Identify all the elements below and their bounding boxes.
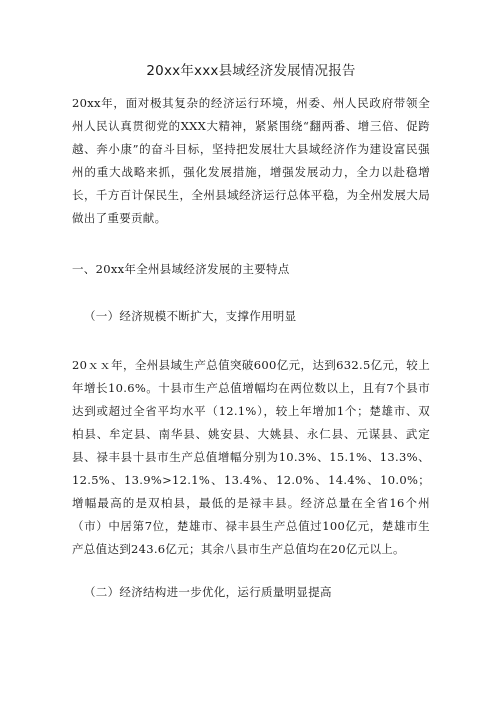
spacer (72, 281, 430, 305)
spacer (72, 230, 430, 258)
subsection-heading: （二）经济结构进一步优化，运行质量明显提高 (84, 585, 332, 599)
document-title: 20xx年xxx县域经济发展情况报告 (146, 63, 356, 79)
spacer (72, 561, 430, 581)
body-paragraph: 20ｘｘ年，全州县域生产总值突破600亿元，达到632.5亿元，较上年增长10.6%。十县市生产总值增幅均在两位数以上，且有7个县市达到或超过全省平均水平（12.1%），较上年增加1个；楚雄市、双柏县、牟定县、南华县、姚安县、大姚县、永仁县、元谋县、武定县、禄丰县十县市生产总值增幅分别为10.3%、15.1%、13.3%、12.5%、13.9%>12.1%、13.4%、12.0%、14.4%、10.0%；增幅最高的是双柏县，最低的是禄丰县。经济总量在全省16个州（市）中居第7位，楚雄市、禄丰县生产总值过100亿元，楚雄市生产总值达到243.6亿元；其余八县市生产总值均在20亿元以上。 (72, 358, 430, 556)
spacer (72, 328, 430, 354)
intro-paragraph: 20xx年，面对极其复杂的经济运行环境，州委、州人民政府带领全州人民认真贯彻党的XXX大精神，紧紧围绕“翻两番、增三倍、促跨越、奔小康”的奋斗目标，坚持把发展壮大县域经济作为建设富民强州的重大战略来抓，强化发展措施，增强发展动力，全力以赴稳增长，千方百计保民生，全州县域经济运行总体平稳，为全州发展大局做出了重要贡献。 (72, 96, 430, 225)
subsection-heading: （一）经济规模不断扩大，支撑作用明显 (84, 309, 297, 323)
section-heading: 一、20xx年全州县域经济发展的主要特点 (72, 262, 290, 276)
